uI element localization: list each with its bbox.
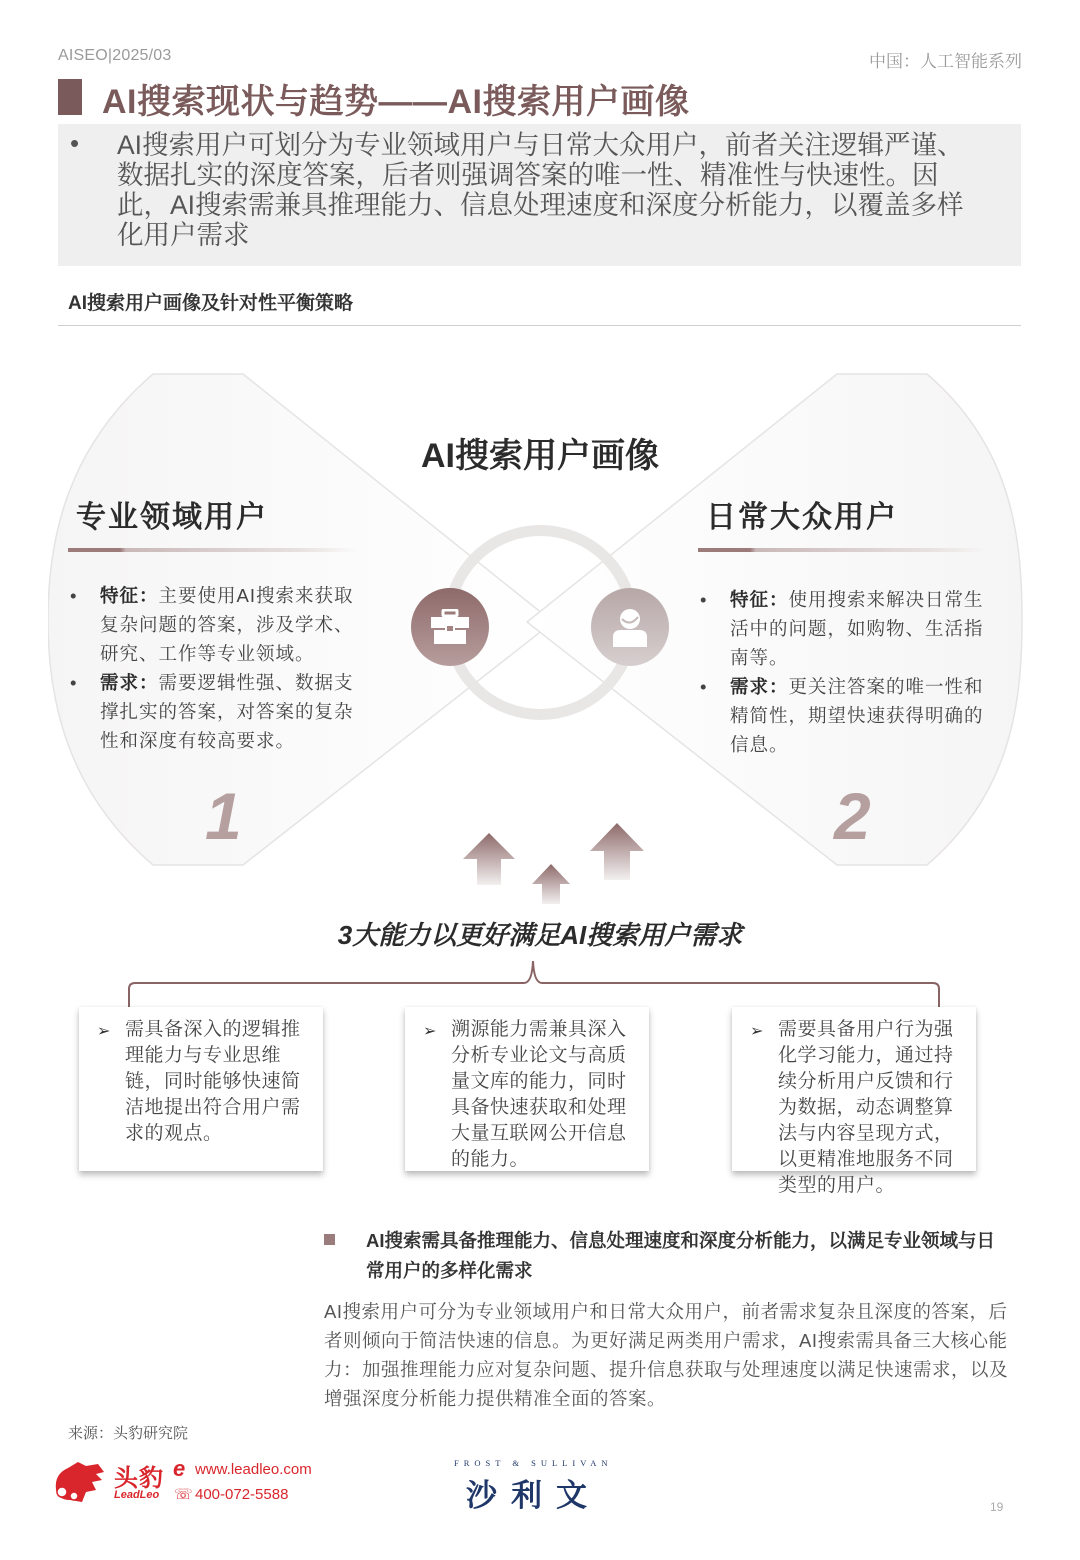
- series-label: 中国：人工智能系列: [869, 52, 1022, 71]
- frost-sullivan-cn: 沙利文: [466, 1478, 601, 1513]
- ability-card: [405, 1007, 649, 1171]
- frost-sullivan-en: FROST & SULLIVAN: [454, 1458, 613, 1468]
- list-item: • 需求：更关注答案的唯一性和精简性，期望快速获得明确的信息。: [700, 672, 1000, 759]
- website-link[interactable]: www.leadleo.com: [195, 1461, 312, 1478]
- leopard-head-icon: [52, 1460, 108, 1504]
- up-arrow-icon: [463, 833, 515, 885]
- ability-card: [79, 1007, 323, 1171]
- section-divider: [58, 325, 1021, 326]
- arrow-bullet-icon: ➢: [97, 1023, 111, 1040]
- segment-number: 1: [205, 779, 242, 853]
- summary-text: AI搜索用户可划分为专业领域用户与日常大众用户，前者关注逻辑严谨、数据扎实的深度答案，后者则强调答案的唯一性、精准性与快速性。因此，AI搜索需兼具推理能力、信息处理速度和深度分析能力，以覆盖多样化用户需求: [117, 130, 964, 250]
- section-title: AI搜索用户画像及针对性平衡策略: [68, 293, 354, 314]
- bracket-connector: [128, 955, 940, 1015]
- briefcase-icon: [411, 588, 489, 666]
- arrow-bullet-icon: ➢: [750, 1023, 764, 1040]
- title-accent-bar: [58, 79, 82, 115]
- square-bullet-icon: [324, 1234, 335, 1245]
- conclusion-body: AI搜索用户可分为专业领域用户和日常大众用户，前者需求复杂且深度的答案，后者则倾向于简洁快速的信息。为更好满足两类用户需求，AI搜索需具备三大核心能力：加强推理能力应对复杂问题、提升信息获取与处理速度以满足快速需求，以及增强深度分析能力提供精准全面的答案。: [324, 1301, 1009, 1409]
- segment-title-professional: 专业领域用户: [76, 501, 268, 534]
- phone-number: 400-072-5588: [195, 1486, 289, 1503]
- ability-text: 需要具备用户行为强化学习能力，通过持续分析用户反馈和行为数据，动态调整算法与内容呈现方式，以更精准地服务不同类型的用户。: [778, 1019, 954, 1196]
- list-item: • 特征：主要使用AI搜索来获取复杂问题的答案，涉及学术、研究、工作等专业领域。: [70, 581, 370, 668]
- user-icon: [591, 588, 669, 666]
- list-item: • 需求：需要逻辑性强、数据支撑扎实的答案，对答案的复杂性和深度有较高要求。: [70, 668, 370, 755]
- list-item: • 特征：使用搜索来解决日常生活中的问题，如购物、生活指南等。: [700, 585, 1000, 672]
- web-icon: e: [173, 1456, 186, 1481]
- leadleo-logo: [52, 1456, 332, 1512]
- report-code: AISEO|2025/03: [58, 47, 172, 64]
- abilities-title: 3大能力以更好满足AI搜索用户需求: [337, 920, 743, 950]
- phone-icon: ☏: [174, 1486, 193, 1503]
- diagram-title: AI搜索用户画像: [421, 437, 659, 475]
- segment-divider: [698, 548, 988, 552]
- leadleo-en: LeadLeo: [114, 1489, 160, 1501]
- ability-text: 需具备深入的逻辑推理能力与专业思维链，同时能够快速简洁地提出符合用户需求的观点。: [125, 1019, 301, 1144]
- source-note: 来源：头豹研究院: [68, 1425, 189, 1442]
- ability-card: [732, 1007, 976, 1196]
- segment-list-everyday: [700, 585, 1000, 759]
- segment-title-everyday: 日常大众用户: [706, 501, 898, 534]
- segment-divider: [68, 548, 358, 552]
- up-arrow-icon: [532, 864, 570, 904]
- segment-list-professional: [70, 581, 370, 755]
- conclusion-title: AI搜索需具备推理能力、信息处理速度和深度分析能力，以满足专业领域与日常用户的多样化需求: [366, 1230, 996, 1281]
- segment-number: 2: [834, 779, 871, 853]
- up-arrow-icon: [590, 823, 644, 880]
- arrow-bullet-icon: ➢: [423, 1023, 437, 1040]
- summary-bullet: •: [70, 128, 80, 158]
- ability-text: 溯源能力需兼具深入分析专业论文与高质量文库的能力，同时具备快速获取和处理大量互联网公开信息的能力。: [451, 1019, 627, 1170]
- page-number: 19: [990, 1500, 1004, 1514]
- leadleo-cn: 头豹: [114, 1465, 164, 1492]
- page-title: AI搜索现状与趋势——AI搜索用户画像: [102, 83, 690, 121]
